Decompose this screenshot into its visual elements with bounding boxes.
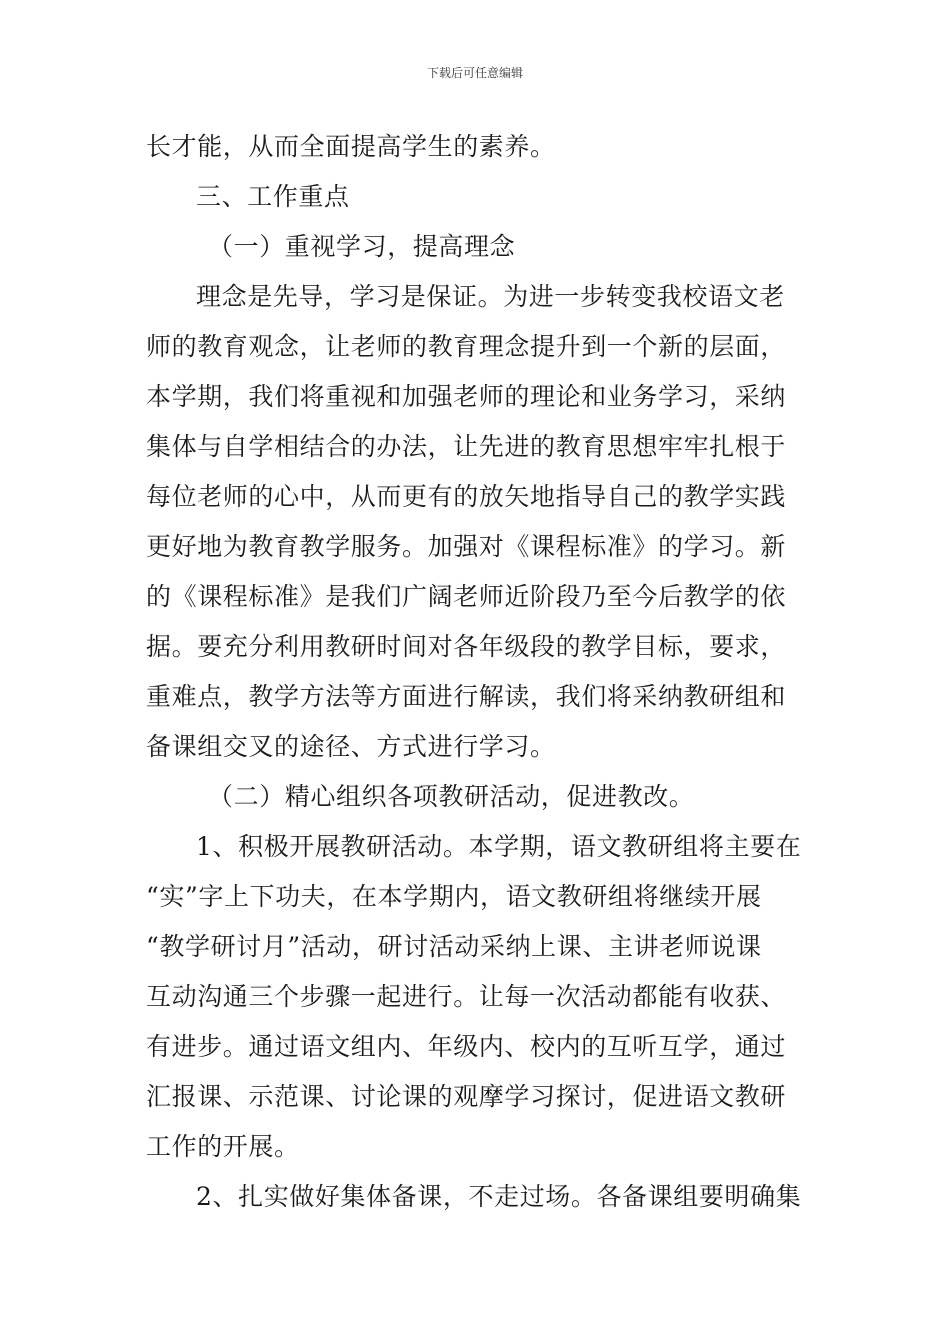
page-header: 下载后可任意编辑 [426, 66, 523, 80]
text-line: 汇报课、示范课、讨论课的观摩学习探讨，促进语文教研 [146, 1082, 787, 1111]
text-line: 备课组交叉的途径、方式进行学习。 [146, 732, 556, 761]
text-line: 理念是先导，学习是保证。为进一步转变我校语文老 [196, 282, 785, 311]
section-heading: 三、工作重点 [196, 182, 350, 211]
text-line: 每位老师的心中，从而更有的放矢地指导自己的教学实践 [146, 482, 787, 511]
text-line: 重难点，教学方法等方面进行解读，我们将采纳教研组和 [146, 682, 787, 711]
text-line: 师的教育观念，让老师的教育理念提升到一个新的层面， [146, 332, 787, 361]
text-line: 工作的开展。 [146, 1132, 300, 1161]
text-line: 有进步。通过语文组内、年级内、校内的互听互学，通过 [146, 1032, 787, 1061]
document-body [146, 122, 806, 1222]
text-line: 1、积极开展教研活动。本学期，语文教研组将主要在 [196, 832, 802, 861]
text-line: 集体与自学相结合的办法，让先进的教育思想牢牢扎根于 [146, 432, 787, 461]
subsection-heading: （一）重视学习，提高理念 [208, 232, 516, 261]
text-line: 2、扎实做好集体备课，不走过场。各备课组要明确集 [196, 1182, 802, 1211]
text-line: “实”字上下功夫，在本学期内，语文教研组将继续开展 [146, 882, 762, 911]
text-line: 据。要充分利用教研时间对各年级段的教学目标，要求， [146, 632, 787, 661]
text-line: 互动沟通三个步骤一起进行。让每一次活动都能有收获、 [146, 982, 787, 1011]
text-line: 长才能，从而全面提高学生的素养。 [146, 132, 556, 161]
text-line: 的《课程标准》是我们广阔老师近阶段乃至今后教学的依 [146, 582, 787, 611]
text-line: 更好地为教育教学服务。加强对《课程标准》的学习。新 [146, 532, 787, 561]
text-line: “教学研讨月”活动，研讨活动采纳上课、主讲老师说课 [146, 932, 762, 961]
subsection-heading: （二）精心组织各项教研活动，促进教改。 [208, 782, 695, 811]
text-line: 本学期，我们将重视和加强老师的理论和业务学习，采纳 [146, 382, 787, 411]
